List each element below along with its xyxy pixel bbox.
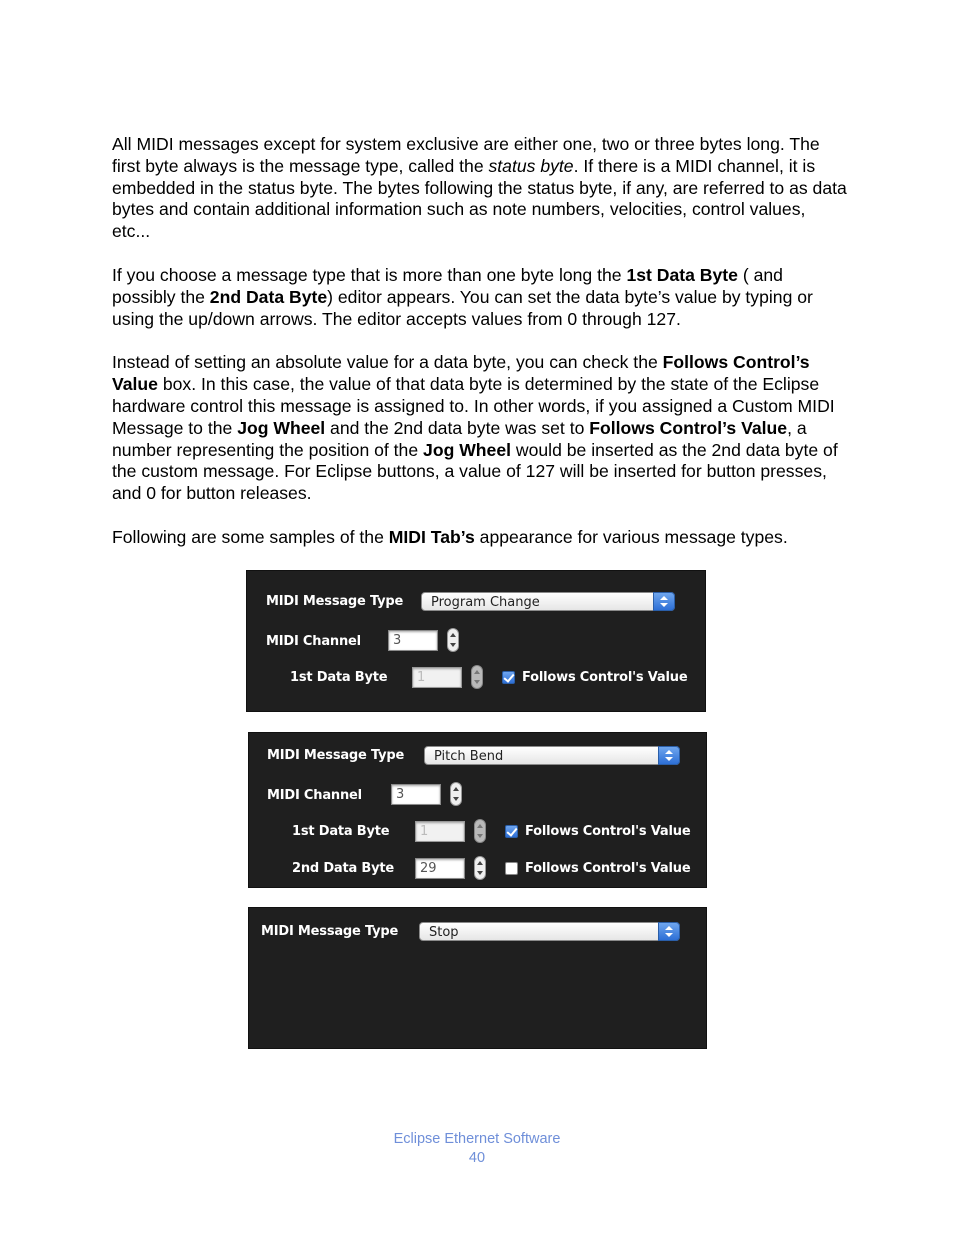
first-byte-follows-checkbox[interactable] bbox=[505, 825, 518, 838]
text-span: appearance for various message types. bbox=[474, 526, 788, 547]
text-span: ( and possibly the bbox=[112, 264, 783, 307]
bold-term: Jog Wheel bbox=[423, 439, 512, 460]
popup-arrows-icon bbox=[653, 592, 675, 611]
paragraph-data-byte-editor bbox=[112, 265, 847, 330]
midi-message-type-popup[interactable] bbox=[421, 592, 675, 611]
first-data-byte-field[interactable]: 1 bbox=[415, 821, 465, 842]
first-data-byte-field[interactable]: 1 bbox=[412, 667, 462, 688]
paragraph-samples bbox=[112, 527, 847, 549]
popup-arrows-icon bbox=[658, 922, 680, 941]
bold-term: MIDI Tab’s bbox=[388, 526, 475, 547]
text-span: . If there is a MIDI channel, it is embedded in the status byte. The bytes following the status byte, if any, are referred to as data bytes and contain additional information such as note numbers, velocities, control values, etc... bbox=[112, 155, 847, 242]
popup-arrows-icon bbox=[658, 746, 680, 765]
text-span: box. In this case, the value of that data byte is determined by the state of the Eclipse hardware control this message is assigned to. In other words, if you assigned a Custom MIDI Message to the bbox=[112, 374, 835, 438]
midi-channel-label: MIDI Channel bbox=[266, 634, 361, 649]
first-byte-follows-label: Follows Control's Value bbox=[525, 824, 691, 839]
first-byte-follows-checkbox[interactable] bbox=[502, 671, 515, 684]
first-byte-follows-label: Follows Control's Value bbox=[522, 670, 688, 685]
midi-tab-program-change bbox=[246, 570, 706, 712]
midi-message-type-label: MIDI Message Type bbox=[266, 594, 404, 609]
italic-term: status byte bbox=[488, 155, 574, 176]
bold-term: Follows Control’s Value bbox=[112, 352, 810, 395]
first-data-byte-stepper[interactable] bbox=[474, 819, 486, 843]
midi-tab-stop bbox=[248, 907, 707, 1049]
popup-value: Stop bbox=[429, 925, 459, 940]
midi-message-type-label: MIDI Message Type bbox=[267, 748, 405, 763]
paragraph-follows-control bbox=[112, 352, 847, 505]
text-span: All MIDI messages except for system exclusive are either one, two or three bytes long. The first byte always is the message type, called the bbox=[112, 134, 820, 176]
second-data-byte-field[interactable]: 29 bbox=[415, 858, 465, 879]
bold-term: Jog Wheel bbox=[237, 417, 326, 438]
popup-value: Pitch Bend bbox=[434, 749, 504, 764]
midi-channel-label: MIDI Channel bbox=[267, 788, 362, 803]
text-span: If you choose a message type that is more than one byte long the bbox=[112, 264, 627, 285]
first-data-byte-label: 1st Data Byte bbox=[290, 670, 388, 685]
midi-message-type-popup[interactable] bbox=[424, 746, 680, 765]
body-text bbox=[112, 134, 847, 571]
popup-value: Program Change bbox=[431, 595, 540, 610]
page-number: 40 bbox=[468, 1150, 486, 1166]
footer-title: Eclipse Ethernet Software bbox=[393, 1131, 561, 1147]
midi-message-type-popup[interactable] bbox=[419, 922, 680, 941]
paragraph-status-byte bbox=[112, 134, 847, 243]
text-span: and the 2nd data byte was set to bbox=[325, 417, 590, 438]
bold-term: 1st Data Byte bbox=[626, 264, 738, 285]
text-span: Following are some samples of the bbox=[112, 526, 389, 547]
first-data-byte-label: 1st Data Byte bbox=[292, 824, 390, 839]
text-span: ) editor appears. You can set the data byte’s value by typing or using the up/down arrows. The editor accepts values from 0 through 127. bbox=[112, 286, 813, 329]
midi-message-type-label: MIDI Message Type bbox=[261, 924, 399, 939]
text-span: would be inserted as the 2nd data byte of the custom message. For Eclipse buttons, a value of 127 will be inserted for button presses, and 0 for button releases. bbox=[112, 439, 838, 504]
midi-channel-field[interactable]: 3 bbox=[388, 630, 438, 651]
bold-term: 2nd Data Byte bbox=[209, 286, 328, 307]
midi-channel-stepper[interactable] bbox=[447, 628, 459, 652]
first-data-byte-stepper[interactable] bbox=[471, 665, 483, 689]
bold-term: Follows Control’s Value bbox=[589, 417, 788, 438]
text-span: , a number representing the position of the bbox=[112, 417, 807, 460]
midi-channel-stepper[interactable] bbox=[450, 782, 462, 806]
second-byte-follows-checkbox[interactable] bbox=[505, 862, 518, 875]
second-data-byte-stepper[interactable] bbox=[474, 856, 486, 880]
midi-tab-pitch-bend bbox=[248, 732, 707, 888]
second-data-byte-label: 2nd Data Byte bbox=[292, 861, 395, 876]
midi-channel-field[interactable]: 3 bbox=[391, 784, 441, 805]
second-byte-follows-label: Follows Control's Value bbox=[525, 861, 691, 876]
text-span: Instead of setting an absolute value for a data byte, you can check the bbox=[112, 352, 663, 373]
